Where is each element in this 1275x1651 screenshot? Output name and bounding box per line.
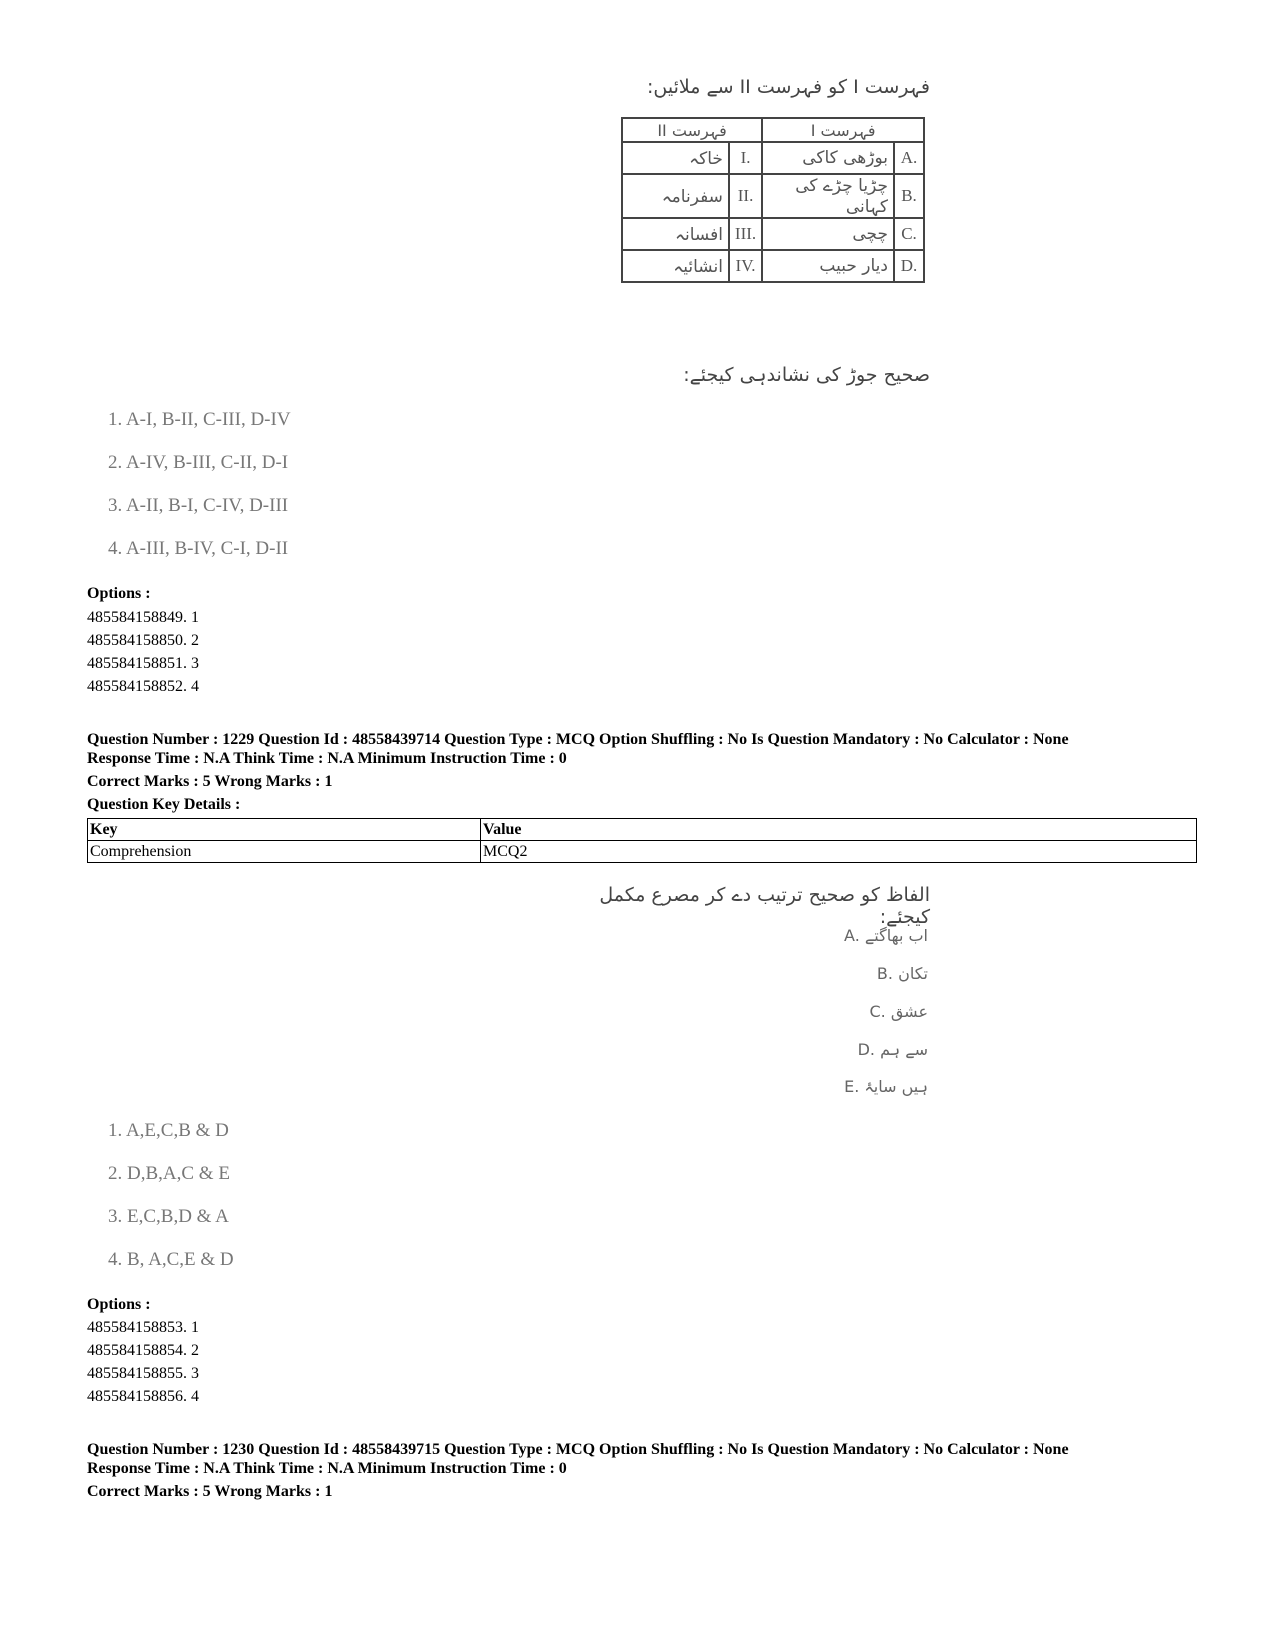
option-id-4: 485584158852. 4 [87,678,199,695]
word-fragment-c: C. عشق [869,1002,928,1021]
question-key-details-label: Question Key Details : [87,796,241,813]
option-id-2: 485584158854. 2 [87,1342,199,1359]
options-label: Options : [87,1296,151,1313]
option-id-1: 485584158849. 1 [87,609,199,626]
question-key-table [87,818,1197,863]
question-marks: Correct Marks : 5 Wrong Marks : 1 [87,1483,333,1500]
value-column-header: Value [481,819,1197,841]
match-table-row: خاکہ I. بوڑھی کاکی A. [622,142,924,174]
match-table-row: انشائیہ IV. دیار حبیب D. [622,250,924,282]
match-question-title: فہرست I کو فہرست II سے ملائیں: [647,76,930,98]
image-option-2: 2. D,B,A,C & E [108,1163,230,1184]
options-label: Options : [87,585,151,602]
match-table-header-list2: فہرست II [622,118,762,142]
option-id-3: 485584158851. 3 [87,655,199,672]
option-id-2: 485584158850. 2 [87,632,199,649]
image-option-3: 3. A-II, B-I, C-IV, D-III [108,495,289,516]
key-column-header: Key [88,819,481,841]
image-option-1: 1. A-I, B-II, C-III, D-IV [108,409,291,430]
match-table [621,117,925,283]
image-option-1: 1. A,E,C,B & D [108,1120,229,1141]
match-table-row: افسانہ III. چچی C. [622,218,924,250]
option-id-3: 485584158855. 3 [87,1365,199,1382]
match-table-header-list1: فہرست I [762,118,924,142]
question-meta-line2: Response Time : N.A Think Time : N.A Minimum Instruction Time : 0 [87,1460,567,1477]
match-table-row: سفرنامہ II. چڑیا چڑے کی کہانی B. [622,174,924,218]
word-fragment-a: A. اب بھاگتے [844,926,928,945]
image-option-4: 4. A-III, B-IV, C-I, D-II [108,538,289,559]
table-row: Comprehension MCQ2 [88,841,1197,863]
question-marks: Correct Marks : 5 Wrong Marks : 1 [87,773,333,790]
match-question-prompt: صحیح جوڑ کی نشاندہی کیجئے: [683,364,930,386]
image-option-4: 4. B, A,C,E & D [108,1249,234,1270]
question-meta-line2: Response Time : N.A Think Time : N.A Minimum Instruction Time : 0 [87,750,567,767]
option-id-1: 485584158853. 1 [87,1319,199,1336]
word-fragment-e: E. ہیں سایۂ [844,1077,928,1096]
option-id-4: 485584158856. 4 [87,1388,199,1405]
question-meta-line1: Question Number : 1230 Question Id : 48558439715 Question Type : MCQ Option Shuffling : No Is Question Mandatory : No Calculator : None [87,1441,1069,1458]
image-option-2: 2. A-IV, B-III, C-II, D-I [108,452,289,473]
word-fragment-d: D. سے ہم [857,1040,928,1059]
word-fragment-b: B. تکان [876,964,928,983]
image-option-3: 3. E,C,B,D & A [108,1206,229,1227]
question-instruction: الفاظ کو صحیح ترتیب دے کر مصرع مکمل کیجئے: [599,884,930,928]
question-meta-line1: Question Number : 1229 Question Id : 48558439714 Question Type : MCQ Option Shuffling : No Is Question Mandatory : No Calculator : None [87,731,1069,748]
